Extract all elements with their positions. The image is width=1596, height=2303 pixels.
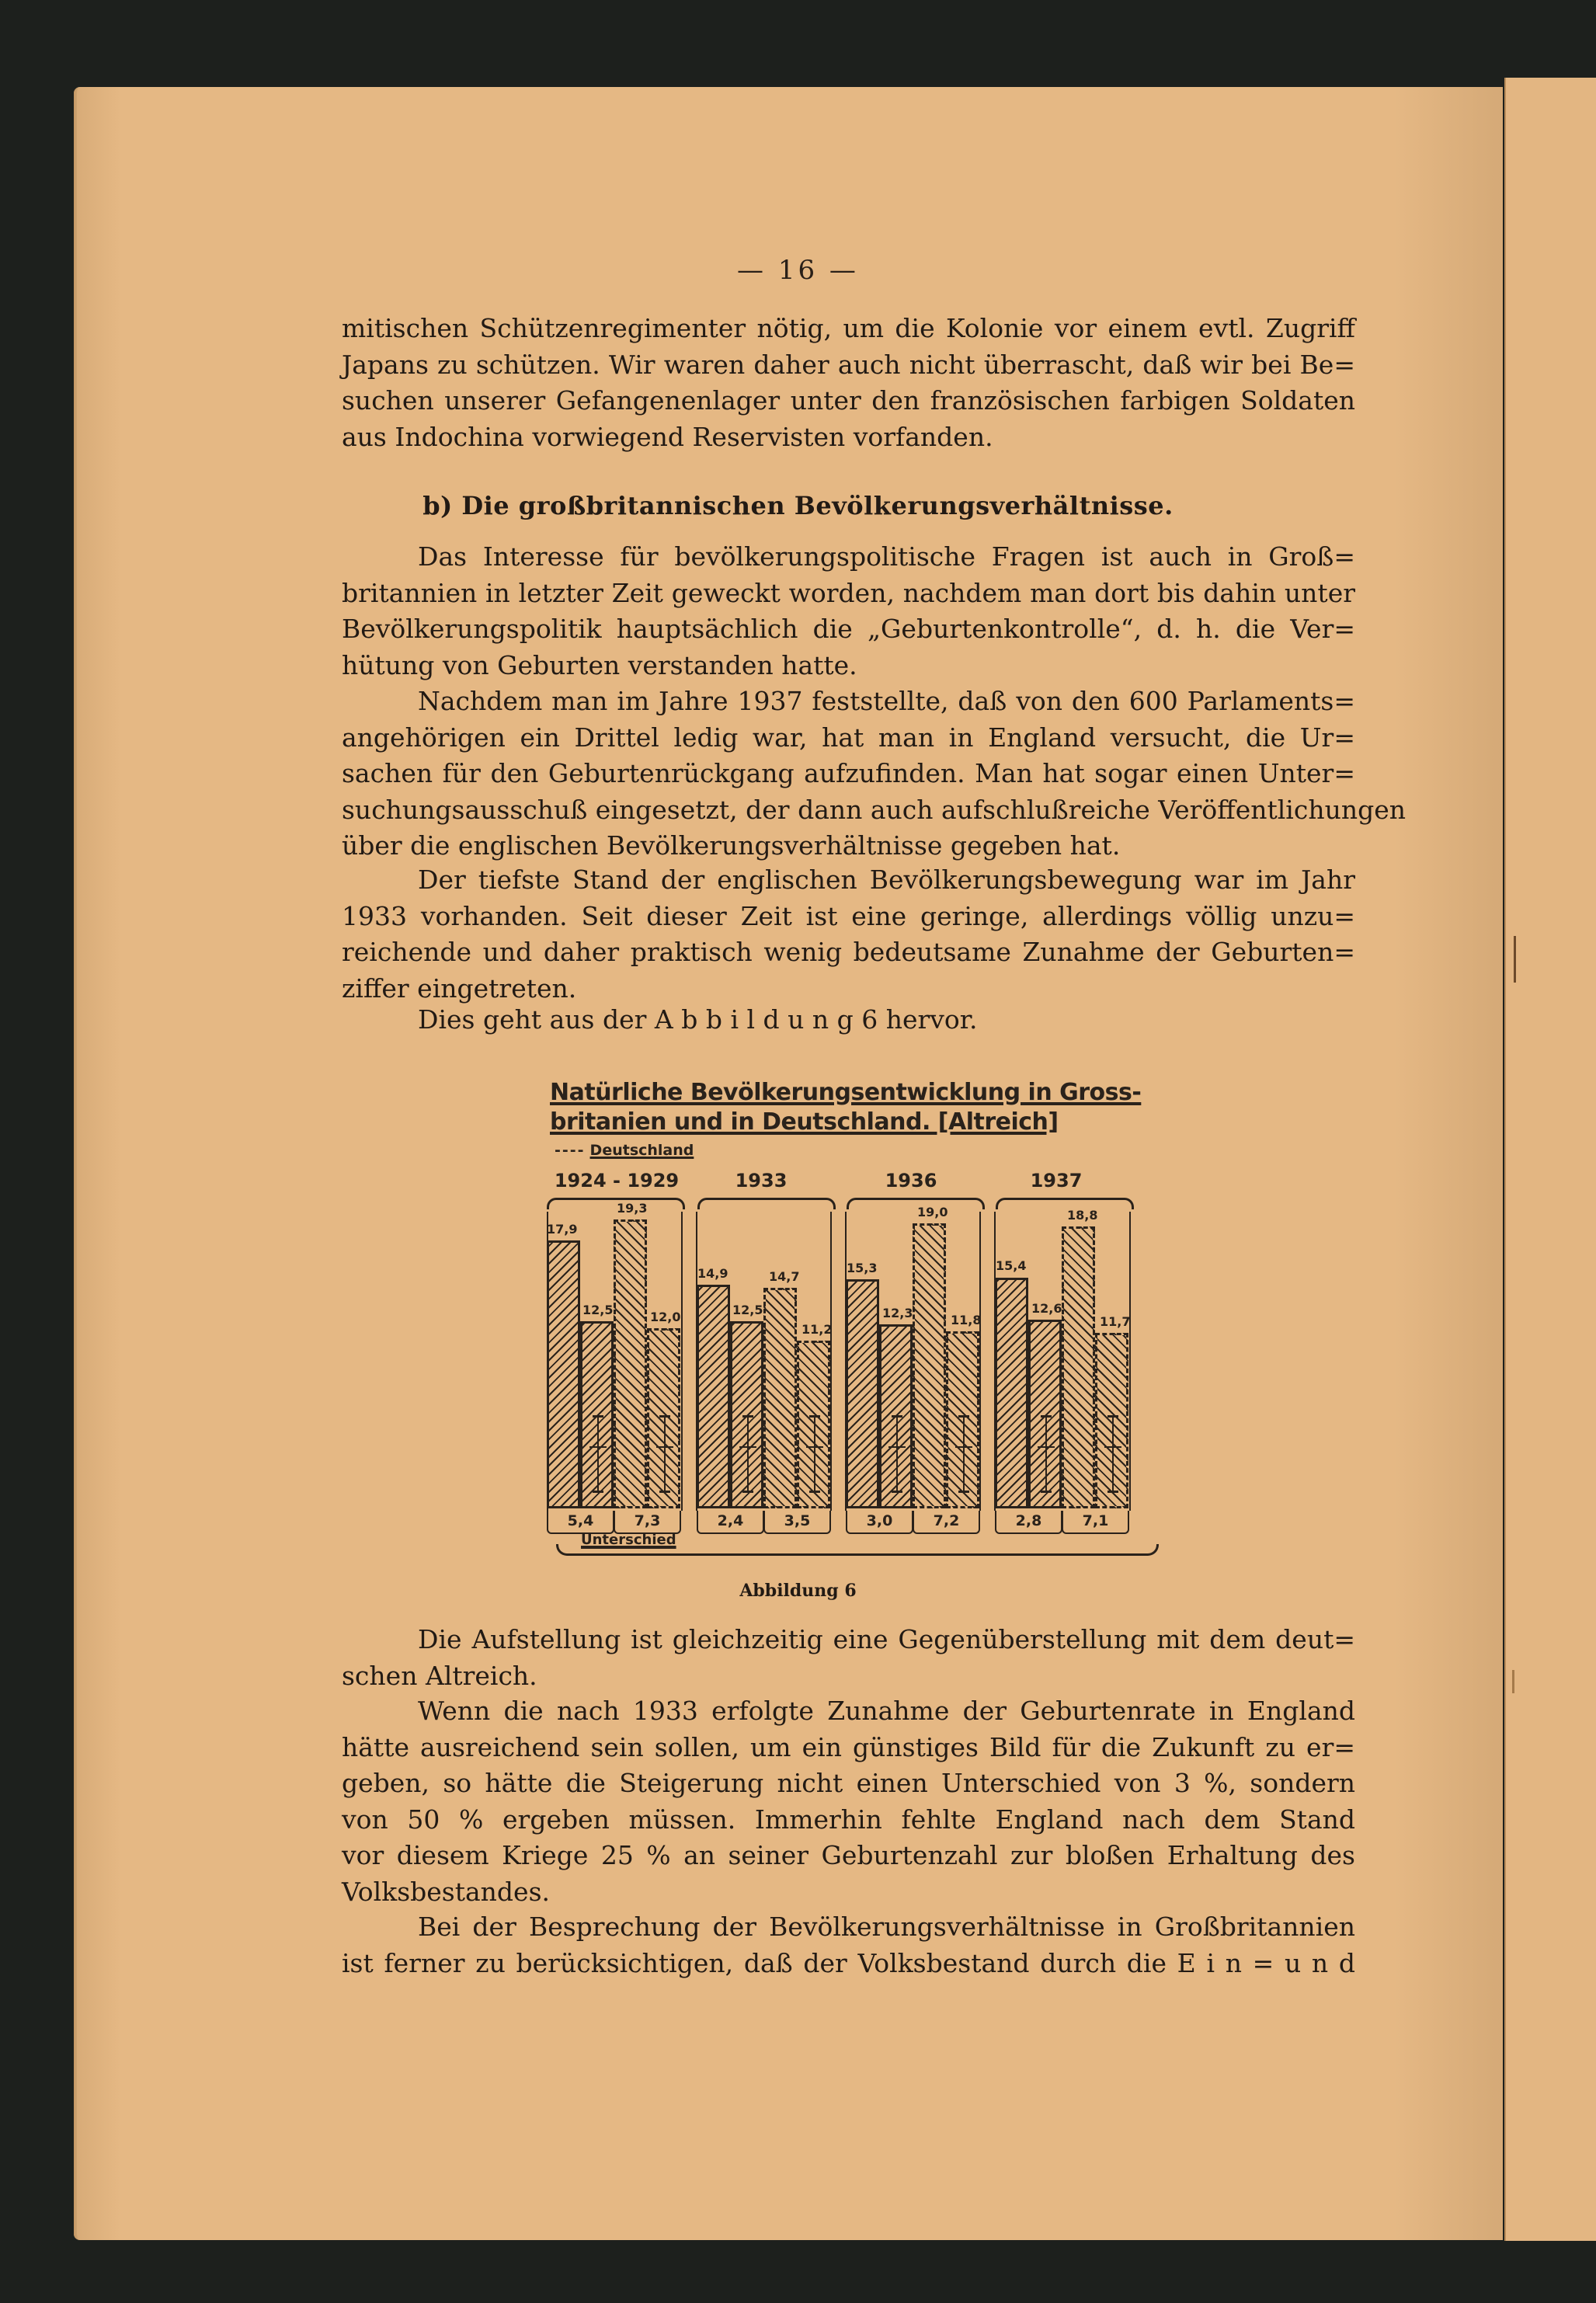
difference-value-de: 7,1 bbox=[1062, 1511, 1129, 1534]
bar-de-births bbox=[1062, 1226, 1095, 1508]
text-line: Bei der Besprechung der Bevölkerungsverhältnisse in Großbritannien bbox=[418, 1912, 1355, 1942]
category-label: 1937 bbox=[1030, 1170, 1083, 1192]
legend-dash-marker: ---- bbox=[555, 1142, 586, 1159]
difference-value-gb: 3,0 bbox=[846, 1511, 913, 1534]
text-line: Volksbestandes. bbox=[342, 1876, 551, 1907]
bar-value-label: 12,3 bbox=[882, 1306, 913, 1320]
category-brace bbox=[547, 1198, 685, 1209]
paragraph-1 bbox=[342, 311, 1355, 455]
text-line: aus Indochina vorwiegend Reservisten vorfanden. bbox=[342, 421, 993, 452]
section-heading: b) Die großbritannischen Bevölkerungsverhältnisse. bbox=[422, 491, 1174, 520]
category-brace bbox=[847, 1198, 985, 1209]
cross-symbol-icon bbox=[955, 1415, 972, 1493]
cross-symbol-icon bbox=[888, 1415, 906, 1493]
bar-gb-births bbox=[846, 1279, 879, 1508]
paragraph-6 bbox=[342, 1622, 1355, 1694]
text-line: Das Interesse für bevölkerungspolitische Fragen ist auch in Groß= bbox=[418, 541, 1355, 572]
text-line: britannien in letzter Zeit geweckt worden, nachdem man dort bis dahin unter bbox=[342, 577, 1355, 608]
cross-symbol-icon bbox=[806, 1415, 823, 1493]
text-line: Japans zu schützen. Wir waren daher auch nicht überrascht, daß wir bei Be= bbox=[342, 349, 1355, 380]
legend-label: Deutschland bbox=[589, 1142, 694, 1159]
chart-title bbox=[550, 1078, 1141, 1137]
text-line: hätte ausreichend sein sollen, um ein günstiges Bild für die Zukunft zu er= bbox=[342, 1731, 1355, 1762]
text-line: Wenn die nach 1933 erfolgte Zunahme der Geburtenrate in England bbox=[418, 1696, 1355, 1726]
category-label: 1924 - 1929 bbox=[554, 1170, 680, 1192]
page-number: — 16 — bbox=[737, 255, 859, 286]
chart-legend bbox=[555, 1142, 694, 1159]
text-line: mitischen Schützenregimenter nötig, um die Kolonie vor einem evtl. Zugriff bbox=[342, 313, 1355, 343]
text-line: Die Aufstellung ist gleichzeitig eine Gegenüberstellung mit dem deut= bbox=[418, 1624, 1355, 1654]
cross-symbol-icon bbox=[1104, 1415, 1121, 1493]
text-line: hütung von Geburten verstanden hatte. bbox=[342, 649, 857, 680]
bar-value-label: 18,8 bbox=[1067, 1208, 1098, 1223]
paragraph-8 bbox=[342, 1909, 1355, 1981]
bar-gb-births bbox=[547, 1240, 580, 1508]
text-line: Nachdem man im Jahre 1937 feststellte, daß von den 600 Parlaments= bbox=[418, 686, 1355, 716]
text-line: 1933 vorhanden. Seit dieser Zeit ist eine geringe, allerdings völlig unzu= bbox=[342, 900, 1355, 931]
difference-label: Unterschied bbox=[581, 1532, 676, 1548]
text-line: Der tiefste Stand der englischen Bevölkerungsbewegung war im Jahr bbox=[418, 864, 1355, 895]
category-label: 1936 bbox=[885, 1170, 937, 1192]
summary-brace bbox=[556, 1544, 1159, 1556]
text-line: von 50 % ergeben müssen. Immerhin fehlte England nach dem Stand bbox=[342, 1804, 1355, 1835]
text-line: suchungsausschuß eingesetzt, der dann auch aufschlußreiche Veröffentlichungen bbox=[342, 794, 1406, 825]
bar-gb-births bbox=[995, 1278, 1028, 1508]
text-line: Bevölkerungspolitik hauptsächlich die „Geburtenkontrolle“, d. h. die Ver= bbox=[342, 614, 1355, 644]
difference-value-gb: 5,4 bbox=[547, 1511, 614, 1534]
difference-value-de: 7,3 bbox=[614, 1511, 681, 1534]
chart-title-line: britanien und in Deutschland. [Altreich] bbox=[550, 1108, 1059, 1136]
figure-caption: Abbildung 6 bbox=[739, 1581, 857, 1601]
bar-value-label: 14,7 bbox=[769, 1269, 800, 1284]
paragraph-5 bbox=[342, 1002, 1355, 1038]
chart-title-line: Natürliche Bevölkerungsentwicklung in Gross- bbox=[550, 1079, 1142, 1106]
text-line: angehörigen ein Drittel ledig war, hat man in England versucht, die Ur= bbox=[342, 722, 1355, 753]
facing-page-strip bbox=[1504, 78, 1596, 2241]
bar-value-label: 11,7 bbox=[1100, 1314, 1131, 1329]
text-line: suchen unserer Gefangenenlager unter den französischen farbigen Soldaten bbox=[342, 385, 1355, 416]
paragraph-7 bbox=[342, 1693, 1355, 1910]
group-frame-line bbox=[681, 1212, 683, 1511]
category-label: 1933 bbox=[735, 1170, 788, 1192]
group-frame-line bbox=[830, 1212, 832, 1511]
bar-value-label: 12,0 bbox=[650, 1310, 681, 1324]
bar-value-label: 17,9 bbox=[547, 1222, 578, 1237]
cross-symbol-icon bbox=[739, 1415, 756, 1493]
bar-value-label: 12,5 bbox=[582, 1303, 614, 1317]
bar-gb-births bbox=[697, 1285, 730, 1508]
bar-value-label: 19,3 bbox=[617, 1201, 648, 1216]
text-line: schen Altreich. bbox=[342, 1660, 537, 1691]
text-line: über die englischen Bevölkerungsverhältnisse gegeben hat. bbox=[342, 830, 1121, 861]
difference-value-gb: 2,4 bbox=[697, 1511, 764, 1534]
group-frame-line bbox=[979, 1212, 981, 1511]
difference-value-de: 7,2 bbox=[913, 1511, 980, 1534]
page-mark bbox=[1512, 1670, 1514, 1693]
difference-value-gb: 2,8 bbox=[995, 1511, 1062, 1534]
bar-value-label: 15,3 bbox=[847, 1261, 878, 1275]
text-line: vor diesem Kriege 25 % an seiner Geburtenzahl zur bloßen Erhaltung des bbox=[342, 1840, 1355, 1870]
paragraph-2 bbox=[342, 539, 1355, 684]
text-line: sachen für den Geburtenrückgang aufzufinden. Man hat sogar einen Unter= bbox=[342, 758, 1355, 788]
text-line: geben, so hätte die Steigerung nicht einen Unterschied von 3 %, sondern bbox=[342, 1768, 1355, 1798]
paragraph-3 bbox=[342, 684, 1406, 864]
text-line: ziffer eingetreten. bbox=[342, 972, 577, 1004]
page-mark bbox=[1514, 936, 1516, 983]
cross-symbol-icon bbox=[589, 1415, 607, 1493]
bar-value-label: 14,9 bbox=[697, 1266, 728, 1281]
group-frame-line bbox=[1129, 1212, 1131, 1511]
cross-symbol-icon bbox=[656, 1415, 673, 1493]
bar-value-label: 19,0 bbox=[917, 1205, 948, 1219]
figure-chart bbox=[536, 1064, 1180, 1561]
bar-de-births bbox=[614, 1219, 647, 1508]
bar-value-label: 12,5 bbox=[732, 1303, 763, 1317]
text-line: reichende und daher praktisch wenig bedeutsame Zunahme der Geburten= bbox=[342, 937, 1355, 967]
cross-symbol-icon bbox=[1038, 1415, 1055, 1493]
difference-value-de: 3,5 bbox=[763, 1511, 831, 1534]
category-brace bbox=[697, 1198, 836, 1209]
text-line: ist ferner zu berücksichtigen, daß der Volksbestand durch die E i n = u n d bbox=[342, 1947, 1355, 1978]
page-stack-edges bbox=[74, 87, 99, 2240]
category-brace bbox=[996, 1198, 1134, 1209]
bar-value-label: 15,4 bbox=[996, 1258, 1027, 1273]
bar-de-births bbox=[913, 1223, 946, 1508]
bar-de-births bbox=[763, 1288, 797, 1508]
bar-value-label: 11,2 bbox=[801, 1322, 833, 1337]
bar-value-label: 12,6 bbox=[1031, 1301, 1062, 1316]
bar-value-label: 11,8 bbox=[951, 1313, 982, 1327]
paragraph-4 bbox=[342, 862, 1355, 1007]
text-line: Dies geht aus der A b b i l d u n g 6 hervor. bbox=[418, 1004, 978, 1035]
